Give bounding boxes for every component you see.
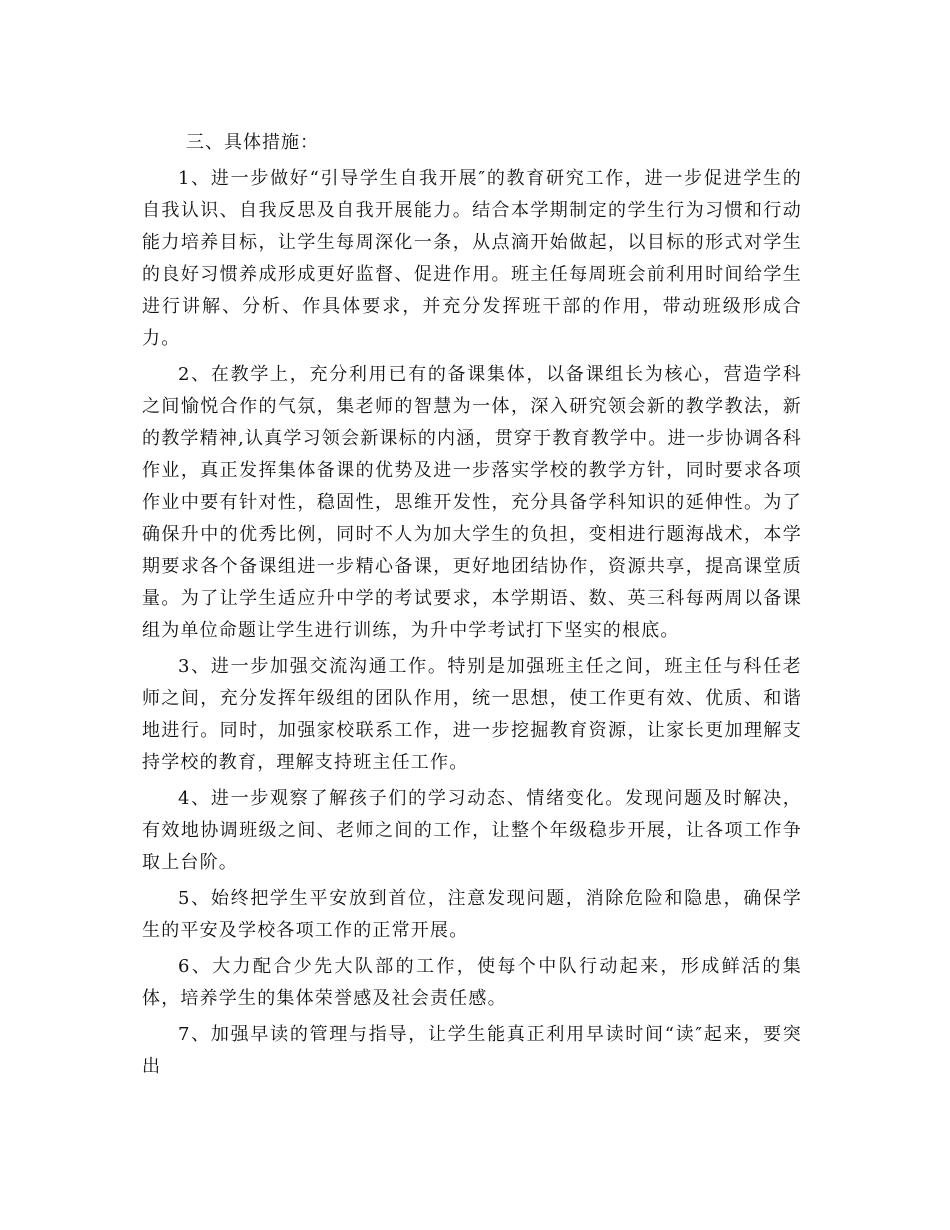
paragraph-5: 5、始终把学生平安放到首位，注意发现问题，消除危险和隐患，确保学生的平安及学校各项工作的正常开展。	[142, 888, 802, 941]
paragraph-4: 4、进一步观察了解孩子们的学习动态、情绪变化。发现问题及时解决，有效地协调班级之间、老师之间的工作，让整个年级稳步开展，让各项工作争取上台阶。	[142, 788, 802, 873]
paragraph-2: 2、在教学上，充分利用已有的备课集体，以备课组长为核心，营造学科之间愉悦合作的气氛，集老师的智慧为一体，深入研究领会新的教学教法，新的教学精神,认真学习领会新课标的内涵，贯穿于教育教学中。进一步协调各科作业，真正发挥集体备课的优势及进一步落实学校的教学方针，同时要求各项作业中要有针对性，稳固性，思维开发性，充分具备学科知识的延伸性。为了确保升中的优秀比例，同时不人为加大学生的负担，变相进行题海战术，本学期要求各个备课组进一步精心备课，更好地团结协作，资源共享，提高课堂质量。为了让学生适应升中学的考试要求，本学期语、数、英三科每两周以备课组为单位命题让学生进行训练，为升中学考试打下坚实的根底。	[142, 364, 802, 641]
document-body	[142, 127, 802, 1083]
section-heading: 三、具体措施：	[186, 132, 319, 153]
paragraph-6: 6、大力配合少先大队部的工作，使每个中队行动起来，形成鲜活的集体，培养学生的集体荣誉感及社会责任感。	[142, 956, 802, 1009]
paragraph-1: 1、进一步做好“引导学生自我开展″的教育研究工作，进一步促进学生的自我认识、自我反思及自我开展能力。结合本学期制定的学生行为习惯和行动能力培养目标，让学生每周深化一条，从点滴开始做起，以目标的形式对学生的良好习惯养成形成更好监督、促进作用。班主任每周班会前利用时间给学生进行讲解、分析、作具体要求，并充分发挥班干部的作用，带动班级形成合力。	[142, 168, 802, 349]
paragraph-7: 7、加强早读的管理与指导，让学生能真正利用早读时间“读″起来，要突出	[142, 1024, 802, 1077]
paragraph-3: 3、进一步加强交流沟通工作。特别是加强班主任之间，班主任与科任老师之间，充分发挥年级组的团队作用，统一思想，使工作更有效、优质、和谐地进行。同时，加强家校联系工作，进一步挖掘教育资源，让家长更加理解支持学校的教育，理解支持班主任工作。	[142, 656, 802, 773]
